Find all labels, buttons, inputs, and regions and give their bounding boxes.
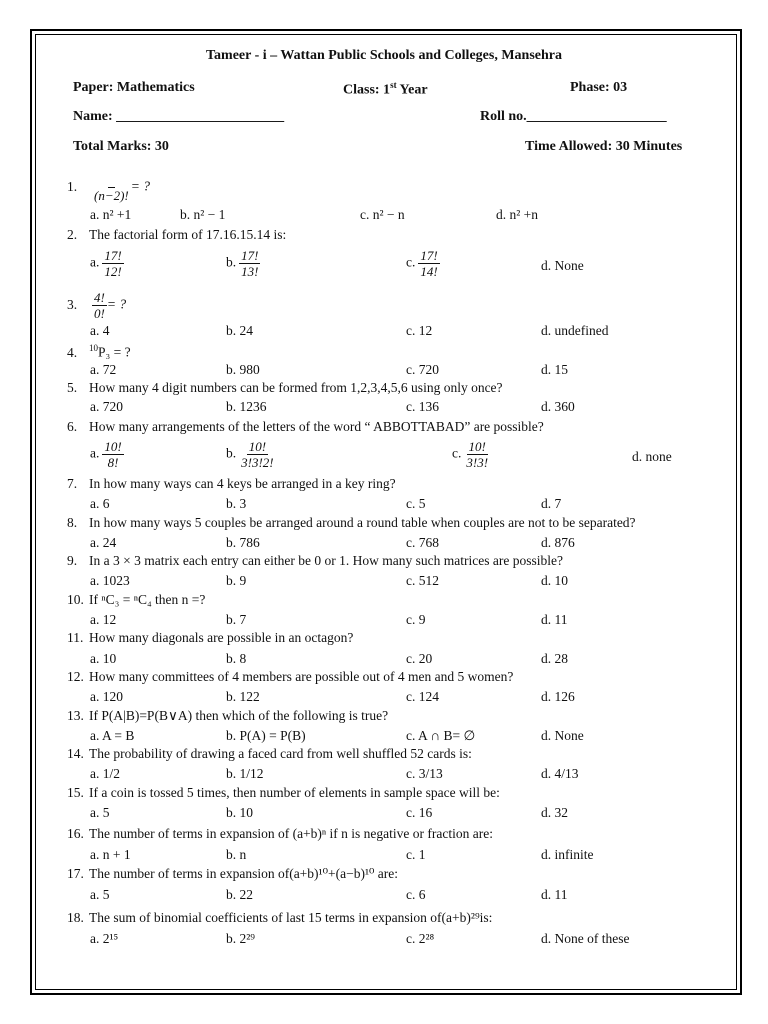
roll-field: Roll no.____________________ (480, 109, 667, 124)
option: b. 22 (226, 887, 253, 902)
question-number: 8. (67, 515, 78, 530)
question-number: 2. (67, 227, 78, 242)
option: d. 15 (541, 362, 568, 377)
option-fraction-denominator: 8! (107, 455, 119, 470)
question-number: 9. (67, 553, 78, 568)
option: c. A ∩ B= ∅ (406, 728, 476, 743)
question-6 (67, 419, 544, 435)
question-text: The factorial form of 17.16.15.14 is: (89, 227, 287, 242)
option-fraction-denominator: 3!3!2! (241, 455, 274, 470)
option-fraction-denominator: 12! (104, 264, 122, 279)
option: a. A = B (90, 728, 135, 743)
option: b. 1236 (226, 399, 267, 414)
question-18 (67, 910, 492, 926)
question-text: The probability of drawing a faced card from well shuffled 52 cards is: (89, 746, 472, 761)
option: c. 12 (406, 323, 433, 338)
option: b. 9 (226, 573, 247, 588)
question-4 (67, 343, 131, 361)
question-9 (67, 553, 563, 569)
option-prefix: a. (90, 254, 100, 270)
option: c. n² − n (360, 207, 405, 222)
option-prefix: c. (406, 254, 416, 270)
option-fraction-denominator: 13! (241, 264, 259, 279)
option (90, 439, 124, 470)
option: c. 720 (406, 362, 439, 377)
option-fraction (102, 248, 123, 279)
question-number: 14. (67, 746, 84, 761)
option: c. 124 (406, 689, 439, 704)
option: a. 4 (90, 323, 110, 338)
question-number: 3. (67, 296, 78, 312)
school-title: Tameer - i – Wattan Public Schools and Colleges, Mansehra (206, 48, 562, 63)
question-text: In a 3 × 3 matrix each entry can either be 0 or 1. How many such matrices are possible? (89, 553, 563, 568)
option (406, 248, 440, 279)
option: d. 10 (541, 573, 568, 588)
option-fraction (102, 439, 123, 470)
question-text: In how many ways 5 couples be arranged around a round table when couples are not to be separated? (89, 515, 636, 530)
option: c. 3/13 (406, 766, 443, 781)
question-7 (67, 476, 396, 492)
option: d. undefined (541, 323, 609, 338)
option: b. 24 (226, 323, 253, 338)
question-number: 11. (67, 630, 84, 645)
option (90, 248, 124, 279)
question-number: 1. (67, 178, 78, 194)
option: c. 768 (406, 535, 439, 550)
question-5 (67, 380, 503, 396)
option: a. 72 (90, 362, 117, 377)
option-fraction-numerator: 17! (420, 248, 438, 263)
question-text: How many 4 digit numbers can be formed from 1,2,3,4,5,6 using only once? (89, 380, 503, 395)
option: b. 786 (226, 535, 260, 550)
option: d. 7 (541, 496, 562, 511)
question-11 (67, 630, 353, 646)
option: a. 1/2 (90, 766, 120, 781)
option: a. 2¹⁵ (90, 931, 119, 946)
question-17 (67, 866, 398, 882)
option-fraction-numerator: 17! (104, 248, 122, 263)
option: a. 24 (90, 535, 117, 550)
option: d. n² +n (496, 207, 539, 222)
option-fraction-numerator: 10! (248, 439, 267, 454)
question-number: 10. (67, 592, 84, 607)
option (226, 248, 260, 279)
option: d. 11 (541, 612, 568, 627)
option: b. n² − 1 (180, 207, 226, 222)
option: c. 5 (406, 496, 426, 511)
option-prefix: b. (226, 445, 237, 461)
question-fraction-numerator (108, 172, 115, 188)
option: d. 876 (541, 535, 575, 550)
question-text: P₃ = ? (98, 344, 131, 360)
option: d. 11 (541, 887, 568, 902)
option-fraction-numerator: 10! (468, 439, 486, 454)
option: d. None (541, 728, 584, 743)
question-12 (67, 669, 513, 685)
question-number: 17. (67, 866, 84, 881)
question-text: If ⁿC₃ = ⁿC₄ then n =? (89, 592, 206, 607)
option: d. None of these (541, 931, 630, 946)
option: d. infinite (541, 847, 594, 862)
option: b. 1/12 (226, 766, 264, 781)
option: c. 2²⁸ (406, 931, 435, 946)
option-prefix: a. (90, 445, 100, 461)
option-prefix: b. (226, 254, 237, 270)
question-number: 15. (67, 785, 84, 800)
option: b. 980 (226, 362, 260, 377)
question-superscript: 10 (89, 343, 98, 353)
option: d. none (632, 449, 672, 464)
option: d. 32 (541, 805, 568, 820)
question-text: In how many ways can 4 keys be arranged in a key ring? (89, 476, 396, 491)
question-fraction (92, 290, 107, 321)
option: c. 136 (406, 399, 439, 414)
option-prefix: c. (452, 445, 462, 461)
question-16 (67, 826, 493, 842)
question-text: How many committees of 4 members are possible out of 4 men and 5 women? (89, 669, 514, 684)
option: a. 720 (90, 399, 123, 414)
option: b. 2²⁹ (226, 931, 256, 946)
question-13 (67, 708, 388, 724)
option: d. 360 (541, 399, 575, 414)
option (226, 439, 276, 470)
question-tail: = ? (106, 296, 127, 312)
option: c. 512 (406, 573, 439, 588)
option: c. 6 (406, 887, 426, 902)
question-number: 13. (67, 708, 84, 723)
option-fraction (239, 248, 260, 279)
question-2 (67, 227, 286, 243)
option-fraction (464, 439, 490, 470)
time-allowed: Time Allowed: 30 Minutes (525, 139, 683, 154)
question-fraction-numerator: 4! (94, 290, 105, 305)
question-text: The sum of binomial coefficients of last 15 terms in expansion of(a+b)²⁹is: (89, 910, 493, 925)
question-text: If P(A|B)=P(B∨A) then which of the following is true? (89, 708, 389, 723)
paper-label: Paper: Mathematics (73, 80, 195, 95)
option-fraction (239, 439, 276, 470)
option: a. n² +1 (90, 207, 132, 222)
option: d. None (541, 258, 584, 273)
option: a. 5 (90, 805, 110, 820)
option: c. 1 (406, 847, 426, 862)
question-14 (67, 746, 472, 762)
option-fraction-numerator: 10! (104, 439, 122, 454)
option: b. 10 (226, 805, 253, 820)
question-number: 12. (67, 669, 84, 684)
total-marks: Total Marks: 30 (73, 139, 169, 154)
option: c. 20 (406, 651, 433, 666)
option: a. n + 1 (90, 847, 131, 862)
question-number: 18. (67, 910, 84, 925)
option-fraction-denominator: 3!3! (466, 455, 489, 470)
option: d. 126 (541, 689, 575, 704)
option-fraction-denominator: 14! (420, 264, 438, 279)
name-field: Name: ________________________ (73, 109, 285, 124)
question-1 (67, 172, 150, 203)
option: a. 12 (90, 612, 117, 627)
option-fraction-numerator: 17! (241, 248, 259, 263)
question-number: 7. (67, 476, 78, 491)
option: b. 3 (226, 496, 247, 511)
question-number: 16. (67, 826, 84, 841)
question-8 (67, 515, 636, 531)
option: b. 7 (226, 612, 247, 627)
option: b. P(A) = P(B) (226, 728, 306, 743)
option: b. 8 (226, 651, 247, 666)
option: b. n (226, 847, 247, 862)
question-text: The number of terms in expansion of (a+b)ⁿ if n is negative or fraction are: (89, 826, 493, 841)
class-label: Class: 1st Year (343, 80, 428, 98)
question-15 (67, 785, 500, 801)
phase-label: Phase: 03 (570, 80, 628, 95)
option: d. 28 (541, 651, 568, 666)
option (452, 439, 490, 470)
question-fraction-denominator: 0! (94, 306, 105, 321)
question-10 (67, 592, 205, 608)
option: c. 9 (406, 612, 426, 627)
option: c. 16 (406, 805, 433, 820)
question-text: How many diagonals are possible in an octagon? (89, 630, 354, 645)
question-text: If a coin is tossed 5 times, then number of elements in sample space will be: (89, 785, 500, 800)
option: a. 5 (90, 887, 110, 902)
option: b. 122 (226, 689, 260, 704)
question-number: 4. (67, 344, 78, 360)
option: a. 6 (90, 496, 110, 511)
option: a. 120 (90, 689, 123, 704)
question-tail: = ? (130, 178, 151, 194)
question-fraction (92, 172, 131, 203)
question-3 (67, 290, 126, 321)
question-fraction-denominator: (n−2)! (94, 188, 129, 203)
option: a. 10 (90, 651, 117, 666)
option: a. 1023 (90, 573, 130, 588)
question-text: The number of terms in expansion of(a+b)¹⁰+(a−b)¹⁰ are: (89, 866, 399, 881)
option: d. 4/13 (541, 766, 579, 781)
option-fraction (418, 248, 439, 279)
question-text: How many arrangements of the letters of the word “ ABBOTTABAD” are possible? (89, 419, 544, 434)
question-number: 6. (67, 419, 78, 434)
question-number: 5. (67, 380, 78, 395)
